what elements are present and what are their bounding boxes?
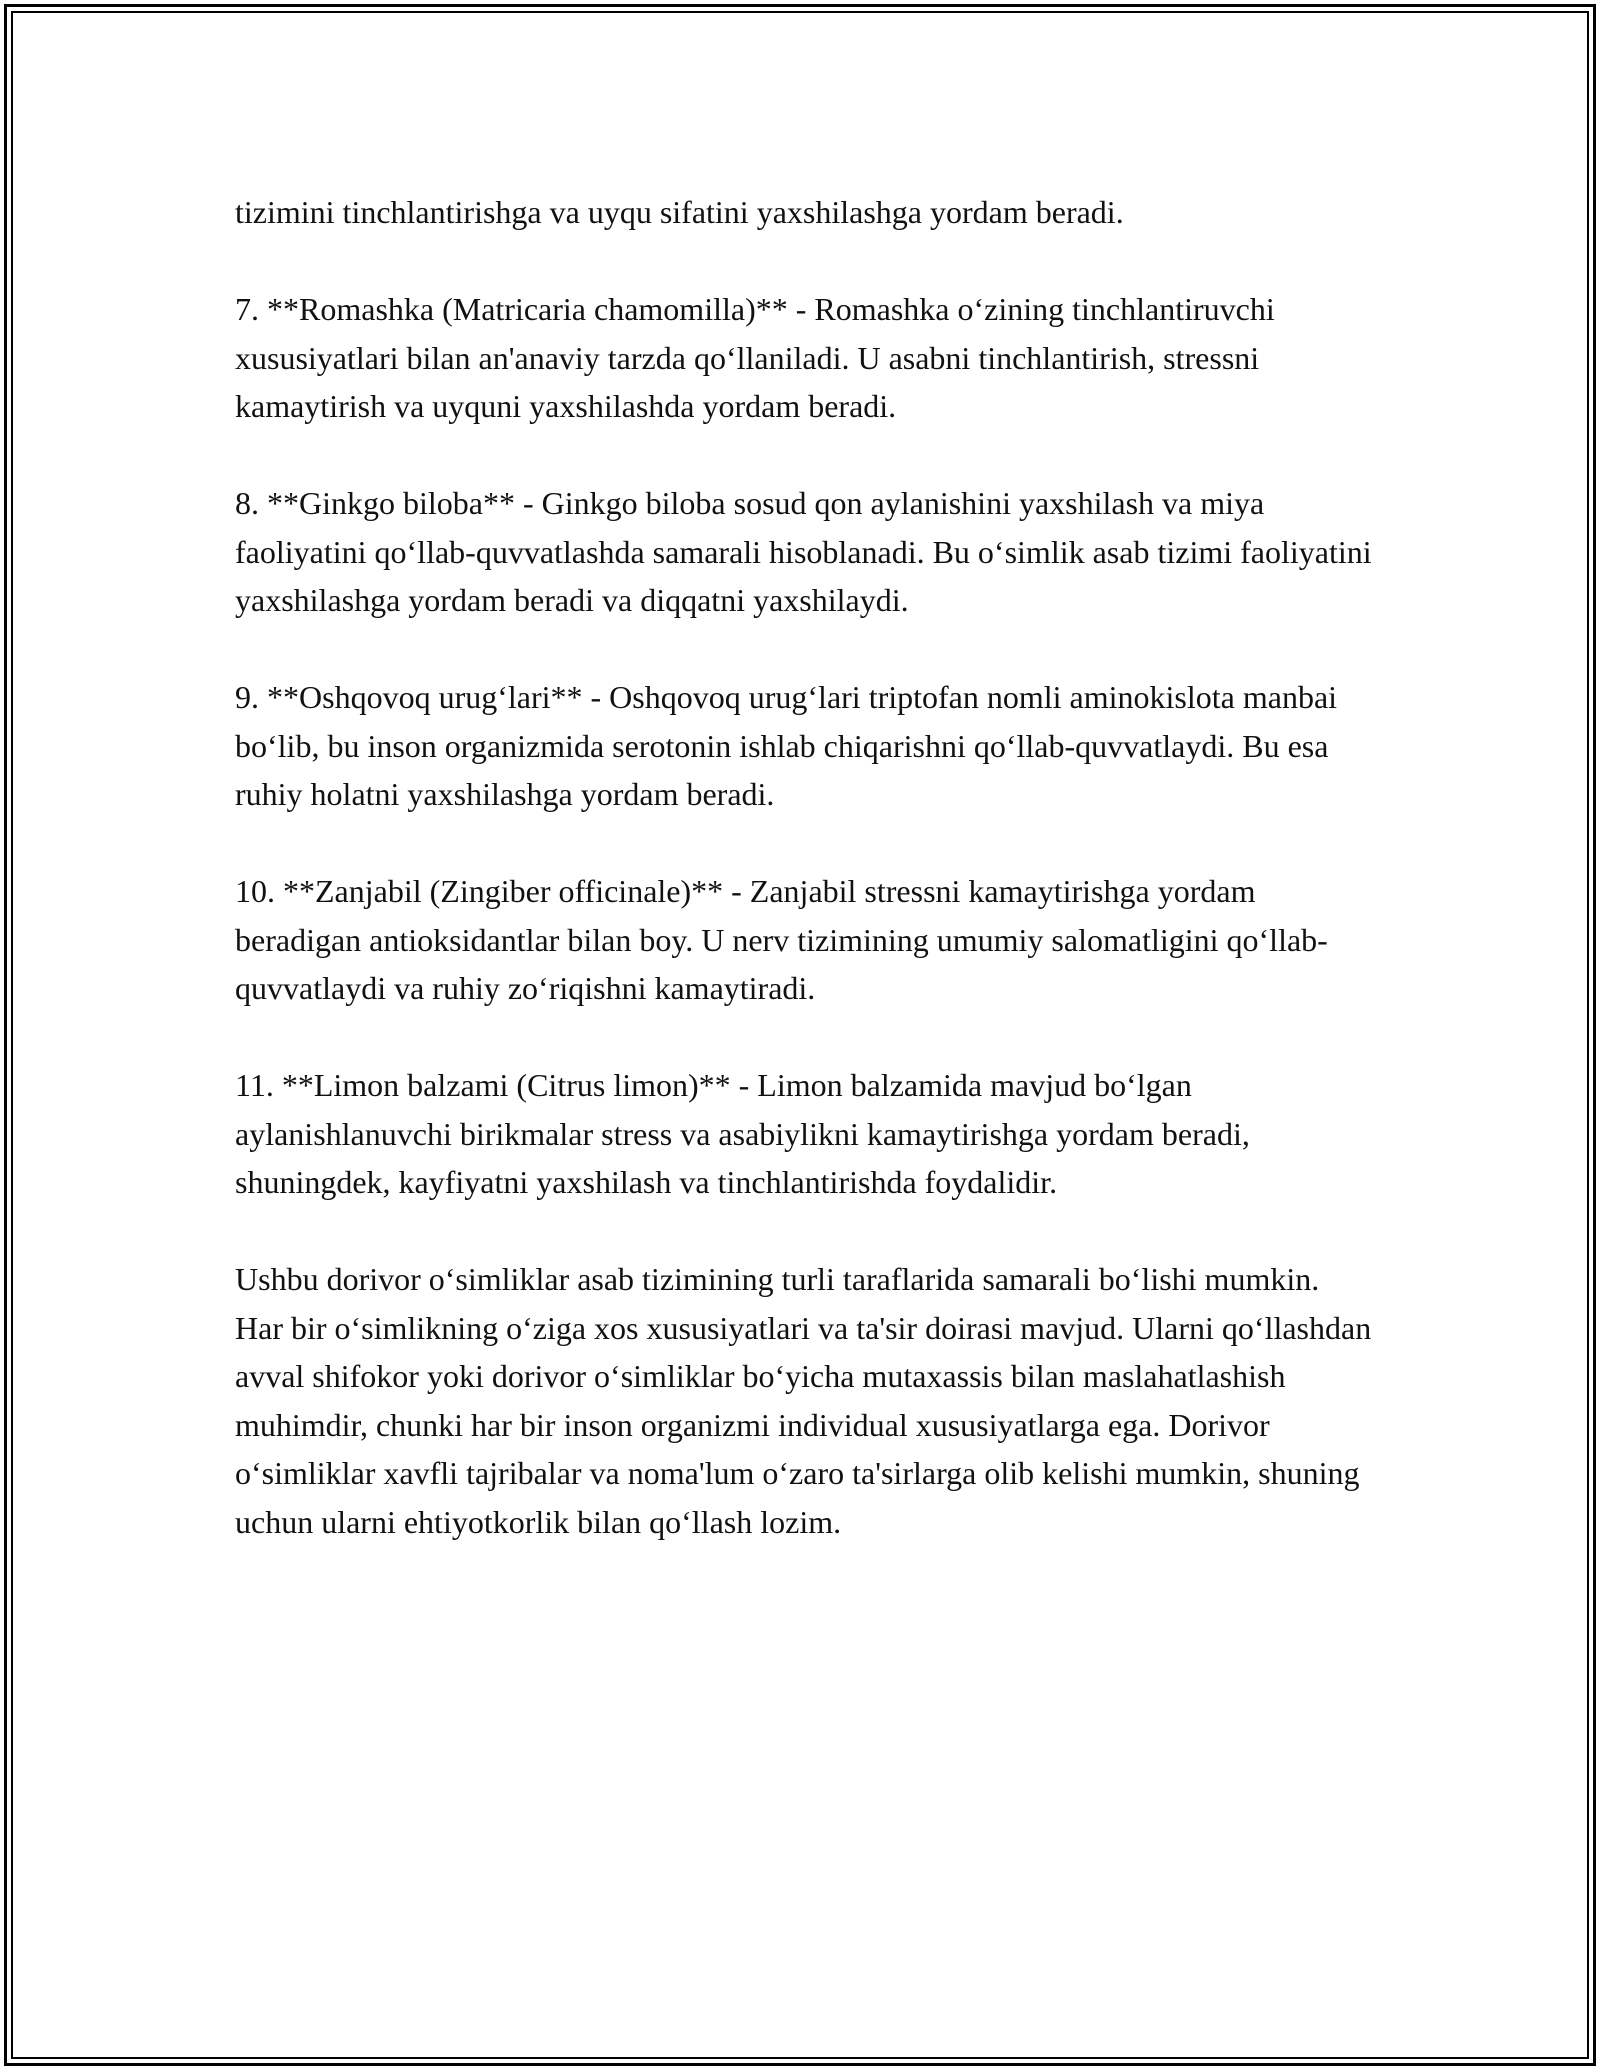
paragraph-item-8-ginkgo: 8. **Ginkgo biloba** - Ginkgo biloba sosud qon aylanishini yaxshilash va miya faoliyatini qo‘llab-quvvatlashda samarali hisoblanadi. Bu o‘simlik asab tizimi faoliyatini yaxshilashga yordam beradi va diqqatni yaxshilaydi. (235, 485, 1372, 618)
paragraph-conclusion: Ushbu dorivor o‘simliklar asab tizimining turli taraflarida samarali bo‘lishi mumkin. Har bir o‘simlikning o‘ziga xos xususiyatlari va ta'sir doirasi mavjud. Ularni qo‘llashdan avval shifokor yoki dorivor o‘simliklar bo‘yicha mutaxassis bilan maslahatlashish muhimdir, chunki har bir inson organizmi individual xususiyatlarga ega. Dorivor o‘simliklar xavfli tajribalar va noma'lum o‘zaro ta'sirlarga olib kelishi mumkin, shuning uchun ularni ehtiyotkorlik bilan qo‘llash lozim. (235, 1261, 1372, 1540)
paragraph-item-7-romashka: 7. **Romashka (Matricaria chamomilla)** - Romashka o‘zining tinchlantiruvchi xususiyatlari bilan an'anaviy tarzda qo‘llaniladi. U asabni tinchlantirish, stressni kamaytirish va uyquni yaxshilashda yordam beradi. (235, 291, 1275, 424)
paragraph-continuation: tizimini tinchlantirishga va uyqu sifatini yaxshilashga yordam beradi. (235, 194, 1124, 230)
paragraph-item-11-limon: 11. **Limon balzami (Citrus limon)** - Limon balzamida mavjud bo‘lgan aylanishlanuvchi birikmalar stress va asabiylikni kamaytirishga yordam beradi, shuningdek, kayfiyatni yaxshilash va tinchlantirishda foydalidir. (235, 1067, 1250, 1200)
document-body (235, 188, 1375, 1595)
paragraph-item-9-oshqovoq: 9. **Oshqovoq urug‘lari** - Oshqovoq urug‘lari triptofan nomli aminokislota manbai bo‘lib, bu inson organizmida serotonin ishlab chiqarishni qo‘llab-quvvatlaydi. Bu esa ruhiy holatni yaxshilashga yordam beradi. (235, 679, 1338, 812)
paragraph-item-10-zanjabil: 10. **Zanjabil (Zingiber officinale)** - Zanjabil stressni kamaytirishga yordam beradigan antioksidantlar bilan boy. U nerv tizimining umumiy salomatligini qo‘llab-quvvatlaydi va ruhiy zo‘riqishni kamaytiradi. (235, 873, 1328, 1006)
